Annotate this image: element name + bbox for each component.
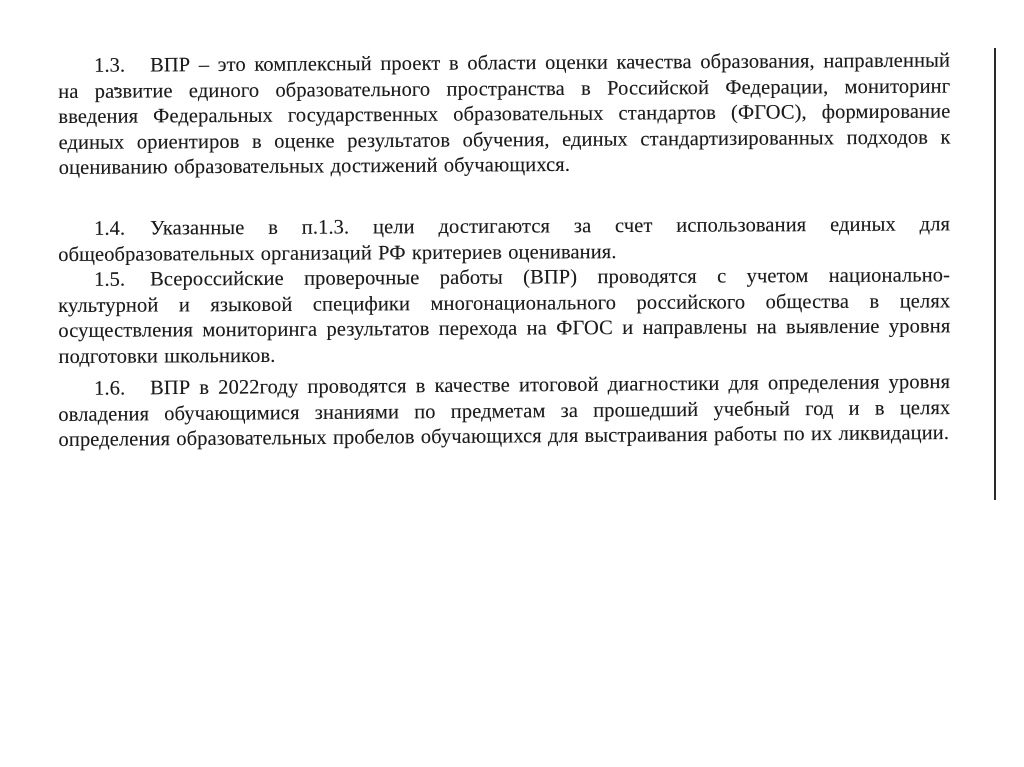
paragraph-number: 1.4. <box>94 217 126 240</box>
paragraph-number: 1.5. <box>94 268 126 291</box>
paragraph-1-5 <box>58 263 951 370</box>
page-right-edge <box>994 48 996 500</box>
paragraph-number: 1.6. <box>94 377 126 400</box>
paragraph-text: Всероссийские проверочные работы (ВПР) проводятся с учетом национально-культурной и языковой специфики многонационального российского общества в целях осуществления мониторинга результатов перехода на ФГОС и направлены на выявление уровня подготовки школьников. <box>58 264 951 368</box>
paragraph-text: ВПР в 2022году проводятся в качестве итоговой диагностики для определения уровня овладения обучающимися знаниями по предметам за прошедший учебный год и в целях определения образовательных пробелов обучающихся для выстраивания работы по их ликвидации. <box>58 370 951 451</box>
paragraph-1-3 <box>58 49 951 182</box>
paragraph-1-6 <box>58 370 951 454</box>
paragraph-text: Указанные в п.1.3. цели достигаются за счет использования единых для общеобразовательных организаций РФ критериев оценивания. <box>58 213 951 266</box>
paragraph-number: 1.3. <box>94 54 126 77</box>
paragraph-1-4 <box>58 212 950 268</box>
paragraph-text: ВПР – это комплексный проект в области оценки качества образования, направленный на развитие единого образовательного пространства в Российской Федерации, мониторинг введения Федеральных государственных образовательных стандартов (ФГОС), формирование единых ориентиров в оценке результатов обучения, единых стандартизированных подходов к оцениванию образовательных достижений обучающихся. <box>58 49 951 179</box>
